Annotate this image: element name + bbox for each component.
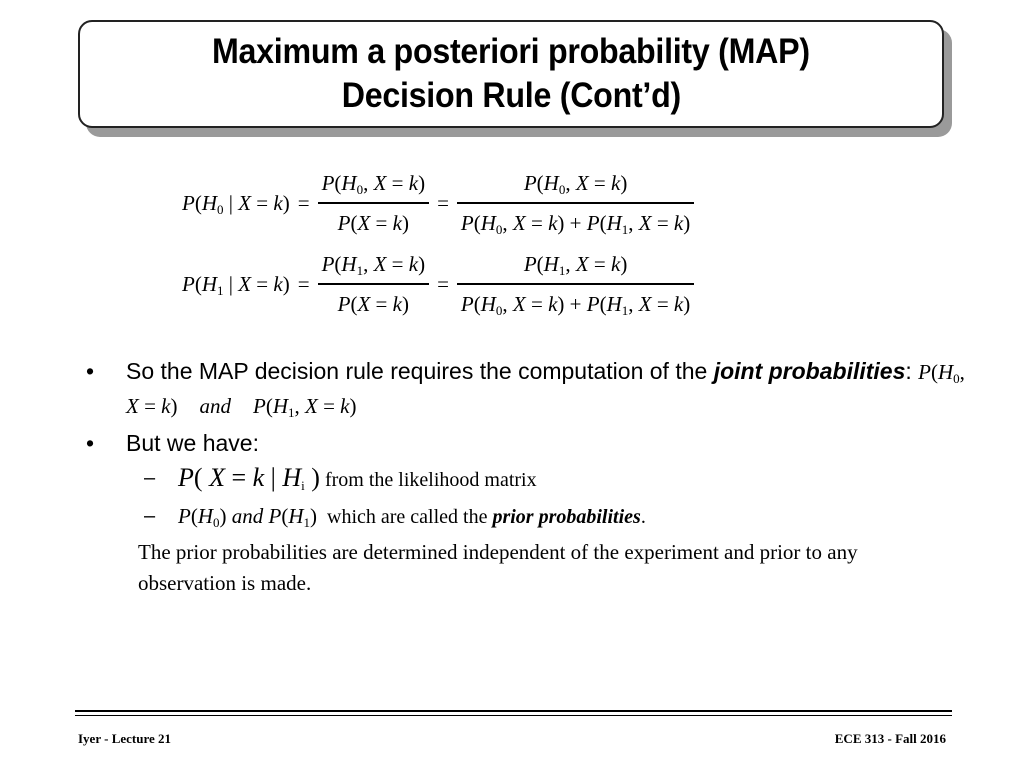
prior-probabilities-emphasis: prior probabilities [492, 506, 641, 528]
fraction-joint-over-marginal-h1: $\frac{P(H_1, X = k)}{P(X = k)}$ [318, 250, 430, 317]
likelihood-text: from the likelihood matrix [324, 469, 537, 491]
slide-title-line-2: Decision Rule (Cont’d) [341, 76, 681, 115]
sub-bullet-likelihood [138, 460, 966, 498]
slide-title-line-1: Maximum a posteriori probability (MAP) [212, 32, 810, 71]
and-word: and [231, 504, 264, 528]
bullet-list [86, 355, 966, 599]
bullet-joint-probabilities [86, 355, 966, 423]
prior-text: which are called the [327, 506, 488, 528]
period: . [640, 506, 646, 528]
fraction-joint-over-sum-h0: $\frac{P(H_0, X = k)}{P(H_0, X = k) + P(H_1, X = k)}$ [457, 169, 694, 236]
footer-course: ECE 313 - Fall 2016 [834, 731, 946, 746]
prior-note: The prior probabilities are determined independent of the experiment and prior to any observation is made. [138, 540, 858, 595]
footer-divider [75, 710, 952, 712]
sub-bullet-dash: – [144, 505, 156, 527]
title-box [78, 20, 944, 128]
footer-lecture: Iyer - Lecture 21 [78, 731, 172, 746]
bullet-text: But we have: [126, 430, 259, 456]
bullet-dot: • [86, 430, 95, 456]
and-word: and [199, 394, 231, 418]
equation-posterior-h1: $P(H_1$ | X = k) = $\frac{P(H_1, X = k)}{P(X = k)}$ = $\frac{P(H_1, X = k)}{P(H_0, X = k) + P(H_1, X = k)}$ [182, 244, 694, 324]
likelihood-formula: P( X = k | $H_i$ ) [178, 463, 320, 493]
fraction-joint-over-sum-h1: $\frac{P(H_1, X = k)}{P(H_0, X = k) + P(H_1, X = k)}$ [457, 250, 694, 317]
bullet-text: So the MAP decision rule requires the computation of the [126, 358, 714, 384]
sub-bullet-dash: – [144, 467, 156, 489]
footer-divider-thin [75, 715, 952, 716]
joint-probability-formulas: $P(H_0$, X = k) and $P(H_1$, X = k) [126, 360, 965, 420]
equation-posterior-h0: $P(H_0$ | X = k) = $\frac{P(H_0, X = k)}{P(X = k)}$ = $\frac{P(H_0, X = k)}{P(H_0, X = k) + P(H_1, X = k)}$ [182, 163, 694, 243]
joint-probabilities-emphasis: joint probabilities [713, 358, 906, 384]
fraction-joint-over-marginal-h0: $\frac{P(H_0, X = k)}{P(X = k)}$ [318, 169, 430, 236]
colon: : [905, 358, 912, 384]
bullet-dot: • [86, 358, 95, 384]
sub-bullet-priors [138, 498, 966, 535]
prior-formulas: $P(H_0)$ and $P(H_1)$ [178, 504, 317, 530]
bullet-but-we-have [86, 427, 966, 460]
